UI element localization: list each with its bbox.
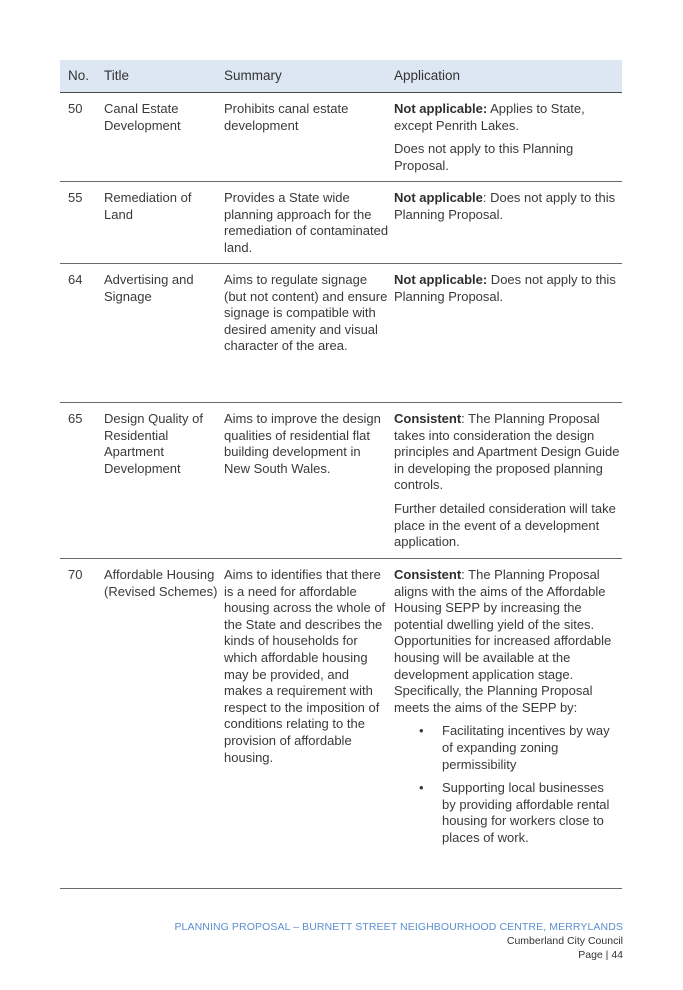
page-footer: [174, 920, 623, 962]
row-application: [394, 190, 620, 230]
row-application: [394, 411, 620, 558]
header-application: Application: [394, 68, 461, 83]
row-application: [394, 272, 620, 312]
row-title: Design Quality of Residential Apartment Development: [104, 411, 203, 476]
application-note: Does not apply to this Planning Proposal.: [394, 141, 574, 173]
table-row: [60, 93, 622, 182]
row-summary: Aims to improve the design qualities of residential flat building development in New South Wales.: [224, 411, 381, 476]
application-status: Not applicable:: [394, 272, 488, 287]
header-no: No.: [68, 68, 90, 83]
table-row: [60, 403, 622, 559]
application-status: Consistent: [394, 567, 462, 582]
table-header: [60, 60, 622, 93]
row-application: [394, 567, 620, 854]
row-summary: Provides a State wide planning approach for the remediation of contaminated land.: [224, 190, 389, 255]
header-summary: Summary: [224, 68, 282, 83]
row-summary: Aims to identifies that there is a need for affordable housing across the whole of the State and describes the kinds of households for which affordable housing may be provided, and makes a requirement with respect to the imposition of conditions relating to the provision of affordable housing.: [224, 567, 386, 765]
application-text: : The Planning Proposal aligns with the aims of the Affordable Housing SEPP by increasing the potential dwelling yield of the sites. Opportunities for increased affordable housing will be available at the development application stage. Specifically, the Planning Proposal meets the aims of the SEPP by:: [394, 567, 612, 715]
table-row: [60, 264, 622, 403]
row-number: 50: [68, 101, 83, 116]
application-text: : Does not apply to this Planning Proposal.: [394, 190, 616, 222]
row-title: Canal Estate Development: [104, 101, 181, 133]
footer-page-number: Page | 44: [578, 949, 623, 961]
header-title: Title: [104, 68, 130, 83]
application-status: Not applicable: [394, 190, 483, 205]
application-text: Applies to State, except Penrith Lakes.: [394, 101, 585, 133]
row-number: 55: [68, 190, 83, 205]
row-title: Remediation of Land: [104, 190, 192, 222]
application-text: Does not apply to this Planning Proposal.: [394, 272, 616, 304]
row-summary: Prohibits canal estate development: [224, 101, 349, 133]
row-title: Affordable Housing (Revised Schemes): [104, 567, 218, 599]
application-text: : The Planning Proposal takes into consideration the design principles and Apartment Design Guide in developing the proposed planning controls.: [394, 411, 620, 493]
row-summary: Aims to regulate signage (but not content) and ensure signage is compatible with desired amenity and visual character of the area.: [224, 272, 388, 354]
list-item: • Supporting local businesses by providing affordable rental housing for workers close to places of work.: [394, 780, 620, 846]
row-title: Advertising and Signage: [104, 272, 194, 304]
list-item: • Facilitating incentives by way of expanding zoning permissibility: [394, 723, 620, 773]
application-status: Not applicable:: [394, 101, 488, 116]
row-number: 64: [68, 272, 83, 287]
row-number: 65: [68, 411, 83, 426]
application-status: Consistent: [394, 411, 462, 426]
row-number: 70: [68, 567, 83, 582]
footer-document-title: PLANNING PROPOSAL – BURNETT STREET NEIGHBOURHOOD CENTRE, MERRYLANDS: [174, 921, 623, 933]
row-application: [394, 101, 620, 181]
footer-council: Cumberland City Council: [506, 935, 623, 947]
table-row: [60, 182, 622, 264]
aims-list: [394, 723, 620, 846]
table-row: [60, 559, 622, 889]
application-note: Further detailed consideration will take place in the event of a development application.: [394, 500, 616, 550]
